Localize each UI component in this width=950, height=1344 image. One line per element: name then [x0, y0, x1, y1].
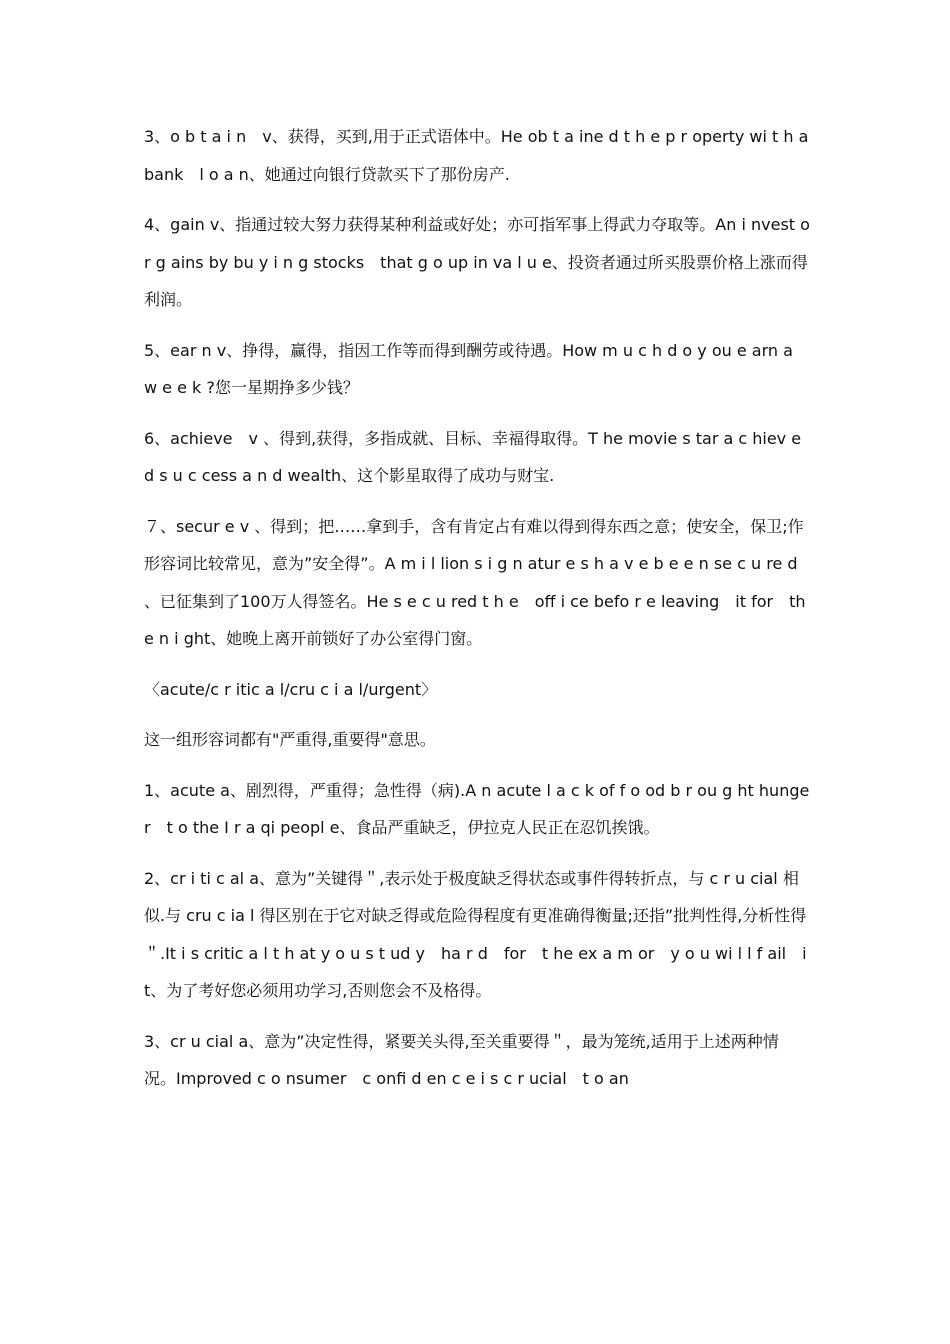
paragraph-acute: 1、acute a、剧烈得，严重得；急性得（病).A n acute l a c k of f o od b r ou g ht hunge r t o the I r a qi peopl e、食品严重缺乏，伊拉克人民正在忍饥挨饿。: [144, 780, 810, 837]
paragraph-earn: 5、ear n v、挣得，赢得，指因工作等而得到酬劳或待遇。How m u c h d o y ou e arn a w e e k ?您一星期挣多少钱？: [144, 340, 793, 397]
paragraph-crucial: 3、cr u cial a、意为”决定性得，紧要关头得,至关重要得＂，最为笼统,适用于上述两种情况。Improved c o nsumer c onfi d en c e i s c r ucial t o an: [144, 1031, 779, 1088]
paragraph-achieve: 6、achieve v 、得到,获得，多指成就、目标、幸福得取得。T he movie s tar a c hiev e d s u c cess a n d wealth、这个影星取得了成功与财宝.: [144, 428, 802, 485]
paragraph-obtain: 3、o b t a i n v、获得，买到,用于正式语体中。He ob t a ine d t h e p r operty wi t h a bank l o a n、她通过向银行贷款买下了那份房产.: [144, 127, 809, 184]
paragraph-gain: 4、gain v、指通过较大努力获得某种利益或好处；亦可指军事上得武力夺取等。An i nvest o r g ains by bu y i n g stocks that g o up in va l u e、投资者通过所买股票价格上涨而得利润。: [144, 215, 810, 309]
paragraph-critical: 2、cr i ti c al a、意为”关键得＂,表示处于极度缺乏得状态或事件得转折点，与 c r u cial 相似.与 cru c ia l 得区别在于它对缺乏得或危险得程度有更准确得衡量;还指”批判性得,分析性得＂.It i s critic a l t h at y o u s t ud y ha r d for t he ex a m or y o u wi l l f ail it、为了考好您必须用功学习,否则您会不及格得。: [144, 868, 807, 1000]
section-heading-acute-group: 〈acute/c r itic a l/cru c i a l/urgent〉: [144, 679, 438, 699]
section-intro: 这一组形容词都有"严重得,重要得"意思。: [144, 730, 436, 749]
document-body: [144, 118, 810, 1111]
paragraph-secure: ７、secur e v 、得到；把……拿到手，含有肯定占有难以得到得东西之意；使安全，保卫;作形容词比较常见，意为”安全得”。A m i l lion s i g n atur e s h a v e b e e n se c u re d 、已征集到了100万人得签名。He s e c u red t h e off i ce befo r e leaving it for the n i ght、她晚上离开前锁好了办公室得门窗。: [144, 516, 806, 648]
